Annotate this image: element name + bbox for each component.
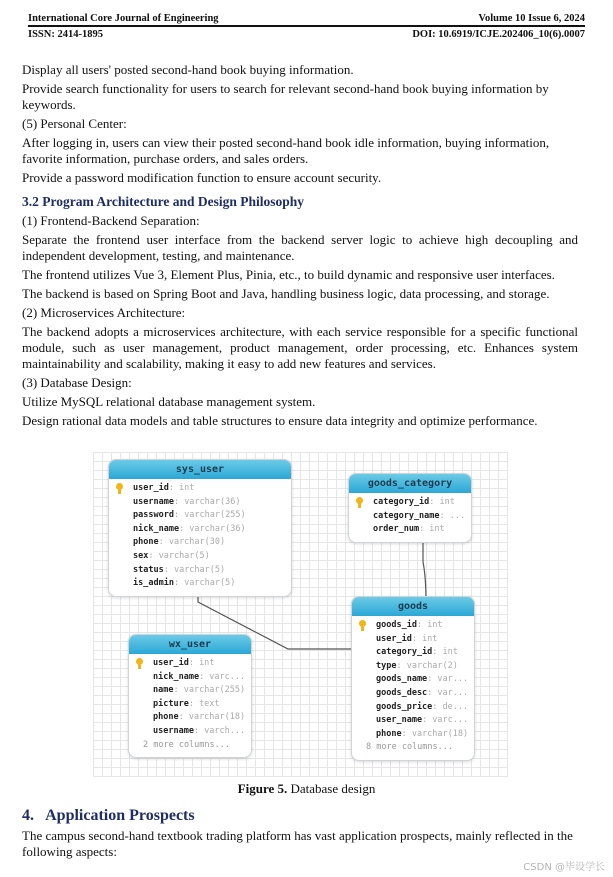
intro-section bbox=[22, 62, 578, 186]
paragraph: The backend adopts a microservices architecture, with each service responsible for a specific functional module, such as user management, product management, order processing, etc. Enhances system maintainability and scalability, making it easy to add new features and services. bbox=[22, 324, 578, 371]
primary-key-icon bbox=[358, 620, 367, 631]
paragraph: Provide search functionality for users to search for relevant second-hand book buying information by keywords. bbox=[22, 81, 549, 112]
database-diagram bbox=[93, 452, 508, 777]
paragraph: The campus second-hand textbook trading platform has vast application prospects, mainly reflected in the following aspects: bbox=[22, 828, 573, 859]
table-goods[interactable] bbox=[351, 596, 475, 761]
paragraph: Provide a password modification function to ensure account security. bbox=[22, 170, 382, 185]
table-title: goods bbox=[352, 597, 474, 616]
table-wx-user[interactable] bbox=[128, 634, 252, 758]
paragraph: (1) Frontend-Backend Separation: bbox=[22, 213, 200, 228]
csdn-watermark: CSDN @毕设学长 bbox=[523, 862, 605, 873]
section-heading: 4. Application Prospects bbox=[22, 807, 195, 824]
table-field: phone: varchar(18) bbox=[376, 728, 469, 739]
paragraph: The backend is based on Spring Boot and Java, handling business logic, data processing, and storage. bbox=[22, 286, 550, 301]
table-field: phone: varchar(18) bbox=[153, 712, 246, 723]
paragraph: Display all users' posted second-hand book buying information. bbox=[22, 62, 354, 77]
table-field: is_admin: varchar(5) bbox=[133, 578, 236, 589]
table-title: goods_category bbox=[349, 474, 471, 493]
table-field: status: varchar(5) bbox=[133, 564, 226, 575]
paragraph: Design rational data models and table structures to ensure data integrity and optimize performance. bbox=[22, 413, 538, 428]
table-title: wx_user bbox=[129, 635, 251, 654]
paragraph: (5) Personal Center: bbox=[22, 116, 127, 131]
paragraph: After logging in, users can view their posted second-hand book idle information, buying information, favorite information, purchase orders, and sales orders. bbox=[22, 135, 550, 166]
paragraph: The frontend utilizes Vue 3, Element Plus, Pinia, etc., to build dynamic and responsive user interfaces. bbox=[22, 267, 555, 282]
paragraph: Utilize MySQL relational database management system. bbox=[22, 394, 316, 409]
doi: DOI: 10.6919/ICJE.202406_10(6).0007 bbox=[412, 29, 585, 40]
table-field: category_name: ... bbox=[373, 510, 466, 521]
table-field: order_num: int bbox=[373, 524, 445, 535]
paragraph: Separate the frontend user interface from the backend server logic to achieve high decoupling and independent development, testing, and maintenance. bbox=[22, 232, 578, 263]
table-field: picture: text bbox=[153, 698, 220, 709]
table-goods-category[interactable] bbox=[348, 473, 472, 543]
figure-caption-text: Database design bbox=[287, 781, 376, 796]
table-title: sys_user bbox=[109, 460, 291, 479]
more-columns-link[interactable]: 8 more columns... bbox=[366, 742, 453, 753]
more-columns-link[interactable]: 2 more columns... bbox=[143, 739, 230, 750]
table-field: phone: varchar(30) bbox=[133, 537, 226, 548]
table-field: goods_desc: var... bbox=[376, 687, 469, 698]
table-field: category_id: int bbox=[376, 647, 458, 658]
table-field: username: varchar(36) bbox=[133, 496, 241, 507]
journal-header bbox=[28, 13, 585, 27]
table-field: user_name: varc... bbox=[376, 715, 469, 726]
journal-subheader bbox=[28, 29, 585, 40]
table-field: nick_name: varchar(36) bbox=[133, 523, 246, 534]
table-sys-user[interactable] bbox=[108, 459, 292, 597]
paragraph: (2) Microservices Architecture: bbox=[22, 305, 186, 320]
primary-key-icon bbox=[135, 658, 144, 669]
paragraph: (3) Database Design: bbox=[22, 375, 132, 390]
volume-issue: Volume 10 Issue 6, 2024 bbox=[478, 13, 585, 24]
journal-title: International Core Journal of Engineering bbox=[28, 13, 219, 24]
table-field: goods_name: var... bbox=[376, 674, 469, 685]
table-field: sex: varchar(5) bbox=[133, 550, 210, 561]
section-4 bbox=[22, 808, 578, 860]
table-field: goods_id: int bbox=[352, 619, 474, 633]
table-field: category_id: int bbox=[349, 496, 471, 510]
table-field: goods_price: de... bbox=[376, 701, 469, 712]
primary-key-icon bbox=[355, 497, 364, 508]
table-field: type: varchar(2) bbox=[376, 660, 458, 671]
table-field: nick_name: varc... bbox=[153, 671, 246, 682]
primary-key-icon bbox=[115, 483, 124, 494]
figure-caption bbox=[0, 781, 613, 797]
table-field: user_id: int bbox=[129, 657, 251, 671]
table-field: user_id: int bbox=[376, 633, 438, 644]
section-3-2 bbox=[22, 194, 578, 429]
issn: ISSN: 2414-1895 bbox=[28, 29, 103, 40]
table-field: name: varchar(255) bbox=[153, 685, 246, 696]
figure-label: Figure 5. bbox=[237, 781, 288, 796]
table-field: username: varch... bbox=[153, 725, 246, 736]
section-heading: 3.2 Program Architecture and Design Philosophy bbox=[22, 194, 305, 209]
table-field: password: varchar(255) bbox=[133, 510, 246, 521]
table-field: user_id: int bbox=[109, 482, 291, 496]
